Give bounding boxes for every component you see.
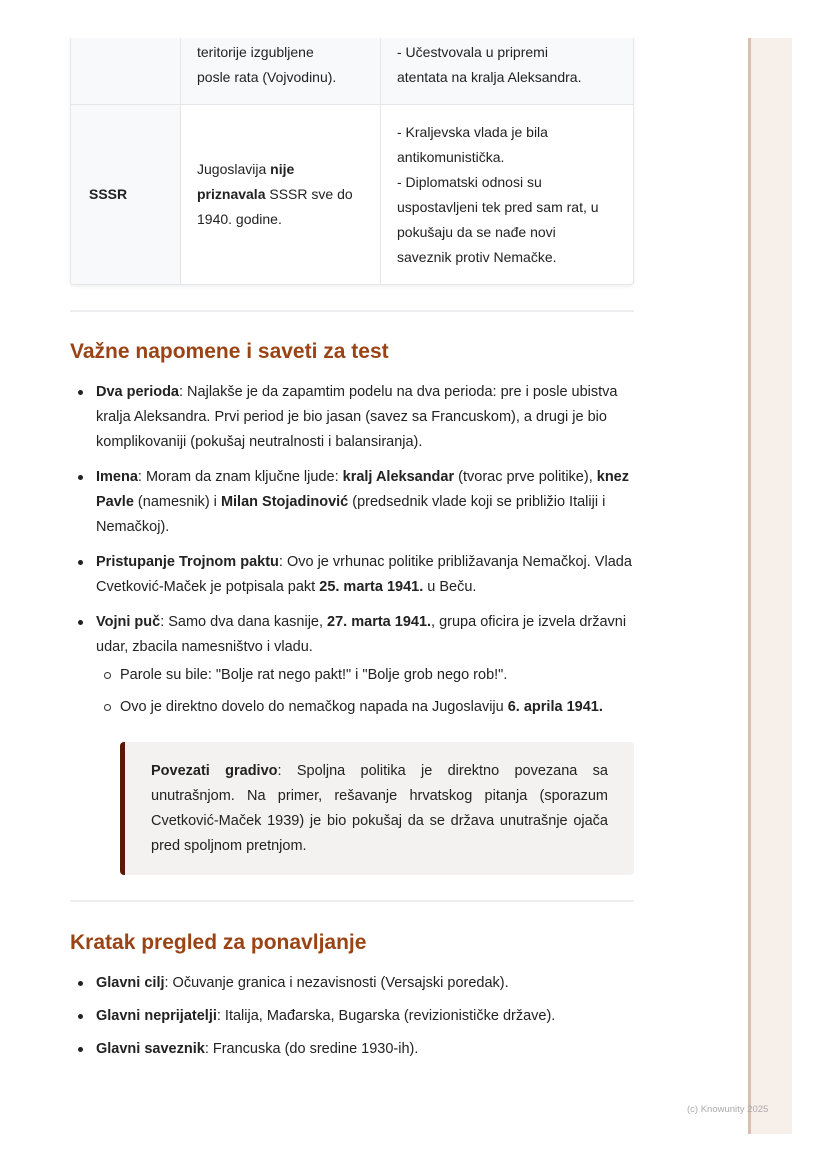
section-divider <box>70 310 634 312</box>
copyright-footer: (c) Knowunity 2025 <box>687 1104 769 1115</box>
item-term: Imena <box>96 469 138 485</box>
item-text: : Italija, Mađarska, Bugarska (revizionističke države). <box>216 1008 556 1024</box>
cell-line: antikomunistička. <box>397 149 505 165</box>
item-term: Glavni cilj <box>96 975 165 991</box>
cell-line: pokušaju da se nađe novi <box>397 224 556 240</box>
table-cell-notes <box>381 105 633 284</box>
cell-line: - Učestvovala u pripremi <box>397 44 548 60</box>
list-item <box>70 610 634 720</box>
item-text: Parole su bile: "Bolje rat nego pakt!" i "Bolje grob nego rob!". <box>120 667 508 683</box>
item-text: u Beču. <box>423 579 477 595</box>
item-term: Vojni puč <box>96 614 161 630</box>
summary-list <box>70 971 634 1062</box>
cell-line: - Kraljevska vlada je bila <box>397 124 548 140</box>
cell-line: posle rata (Vojvodinu). <box>197 69 337 85</box>
section-divider <box>70 900 634 902</box>
table-cell-country <box>71 38 181 104</box>
note-term: Povezati gradivo <box>151 763 278 779</box>
list-item <box>70 971 634 996</box>
tips-list <box>70 380 634 720</box>
item-text: Ovo je direktno dovelo do nemačkog napada na Jugoslaviju <box>120 699 508 715</box>
cell-line: uspostavljeni tek pred sam rat, u <box>397 199 599 215</box>
list-item <box>70 380 634 455</box>
page-side-rule <box>748 38 751 1134</box>
sub-list-item <box>96 663 634 688</box>
item-text: : Ovo je vrhunac politike približavanja Nemačkoj. Vlada Cvetković-Maček je potpisala pakt <box>96 554 632 595</box>
item-text: : Moram da znam ključne ljude: <box>137 469 343 485</box>
sub-list <box>96 663 634 720</box>
item-text: : Očuvanje granica i nezavisnosti (Versajski poredak). <box>164 975 509 991</box>
item-term: Pristupanje Trojnom paktu <box>96 554 279 570</box>
table-row <box>71 105 633 284</box>
table-cell-relation <box>181 105 381 284</box>
cell-text-run: Jugoslavija <box>197 161 271 177</box>
cell-text <box>197 157 364 232</box>
item-text: : Samo dva dana kasnije, <box>160 614 328 630</box>
note-text: : Spoljna politika je direktno povezana sa unutrašnjom. Na primer, rešavanje hrvatskog pitanja (sporazum Cvetković-Maček 1939) je bio pokušaj da se država unutrašnje ojača pred spoljnom pretnjom. <box>151 763 608 854</box>
list-item <box>70 1037 634 1062</box>
sub-list-item <box>96 695 634 720</box>
cell-line: teritorije izgubljene <box>197 44 314 60</box>
section-heading: Važne napomene i saveti za test <box>70 340 389 363</box>
item-text-bold: kralj Aleksandar <box>342 469 455 485</box>
document-content <box>70 38 634 1062</box>
cell-line: saveznik protiv Nemačke. <box>397 249 557 265</box>
list-item <box>70 465 634 540</box>
item-text: , grupa oficira je izvela državni udar, zbacila namesništvo i vladu. <box>96 614 627 655</box>
relations-table <box>70 38 634 285</box>
cell-text-bold: nije priznavala <box>197 161 295 202</box>
table-cell-relation <box>181 38 381 104</box>
item-text: : Francuska (do sredine 1930-ih). <box>204 1041 419 1057</box>
page-side-strip <box>748 38 792 1134</box>
table-cell-country: SSSR <box>71 105 181 284</box>
item-text: (predsednik vlade koji se približio Italiji i Nemačkoj). <box>96 494 606 535</box>
item-term: Glavni neprijatelji <box>96 1008 217 1024</box>
item-text-bold: Milan Stojadinović <box>220 494 349 510</box>
list-item <box>70 1004 634 1029</box>
item-text: : Najlakše je da zapamtim podelu na dva perioda: pre i posle ubistva kralja Aleksandra. Prvi period je bio jasan (savez sa Francuskom), a drugi je bio komplikovaniji (pokušaj neutralnosti i balansiranja). <box>96 384 618 450</box>
cell-text-run: SSSR sve do 1940. godine. <box>197 186 353 227</box>
section-heading: Kratak pregled za ponavljanje <box>70 931 367 954</box>
item-text-bold: 27. marta 1941. <box>327 614 432 630</box>
table-cell-notes <box>381 38 633 104</box>
cell-line: atentata na kralja Aleksandra. <box>397 69 582 85</box>
item-term: Dva perioda <box>96 384 179 400</box>
cell-line: - Diplomatski odnosi su <box>397 174 542 190</box>
list-item <box>70 550 634 600</box>
item-text: (tvorac prve politike), <box>454 469 597 485</box>
item-text: (namesnik) i <box>133 494 221 510</box>
item-text-bold: 25. marta 1941. <box>319 579 424 595</box>
table-row <box>71 38 633 105</box>
item-text-bold: knez Pavle <box>96 469 630 510</box>
item-text-bold: 6. aprila 1941. <box>507 699 603 715</box>
callout-note <box>120 742 634 875</box>
item-term: Glavni saveznik <box>96 1041 205 1057</box>
